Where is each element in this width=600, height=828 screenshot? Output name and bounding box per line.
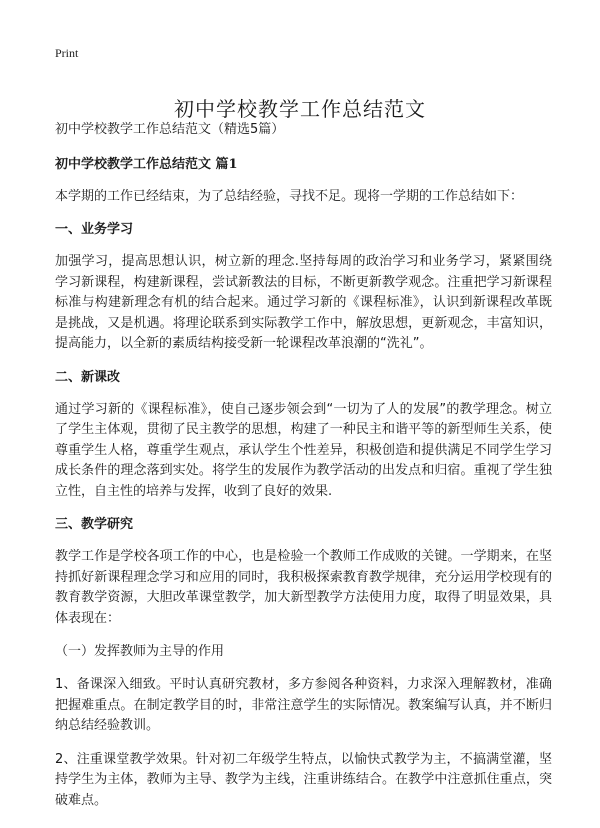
document-subtitle: 初中学校教学工作总结范文（精选5篇） [55,122,285,137]
article-heading: 初中学校教学工作总结范文 篇1 [55,156,238,172]
document-body [55,120,552,824]
section-heading-study: 一、业务学习 [55,222,134,237]
print-link[interactable]: Print [55,46,79,60]
subsection-item-1: 1、备课深入细致。平时认真研究教材，多方参阅各种资料，力求深入理解教材，准确把握难重点。在制定教学目的时，非常注意学生的实际情况。教案编写认真，并不断归纳总结经验教训。 [55,677,552,733]
subsection-heading: （一）发挥教师为主导的作用 [55,644,225,659]
page-title: 初中学校教学工作总结范文 [174,97,426,122]
section-body-curriculum: 通过学习新的《课程标准》，使自己逐步领会到“一切为了人的发展”的教学理念。树立了学生主体观，贯彻了民主教学的思想，构建了一种民主和谐平等的新型师生关系，使尊重学生人格，尊重学生观点，承认学生个性差异，积极创造和提供满足不同学生学习成长条件的理念落到实处。将学生的发展作为教学活动的出发点和归宿。重视了学生独立性，自主性的培养与发挥，收到了良好的效果. [55,401,552,499]
section-heading-research: 三、教学研究 [55,517,134,532]
section-body-research: 教学工作是学校各项工作的中心，也是检验一个教师工作成败的关键。一学期来，在坚持抓好新课程理念学习和应用的同时，我积极探索教育教学规律，充分运用学校现有的教育教学资源，大胆改革课堂教学，加大新型教学方法使用力度，取得了明显效果，具体表现在： [55,549,552,626]
intro-paragraph: 本学期的工作已经结束，为了总结经验，寻找不足。现将一学期的工作总结如下： [55,188,524,204]
section-body-study: 加强学习，提高思想认识，树立新的理念.坚持每周的政治学习和业务学习，紧紧围绕学习新课程，构建新课程，尝试新教法的目标，不断更新教学观念。注重把学习新课程标准与构建新理念有机的结合起来。通过学习新的《课程标准》，认识到新课程改革既是挑战，又是机遇。将理论联系到实际教学工作中，解放思想，更新观念，丰富知识，提高能力，以全新的素质结构接受新一轮课程改革浪潮的“洗礼”。 [55,254,552,351]
section-heading-curriculum: 二、新课改 [55,369,121,385]
subsection-item-2: 2、注重课堂教学效果。针对初二年级学生特点，以愉快式教学为主，不搞满堂灌，坚持学生为主体，教师为主导、教学为主线，注重讲练结合。在教学中注意抓住重点，突破难点。 [55,751,552,808]
